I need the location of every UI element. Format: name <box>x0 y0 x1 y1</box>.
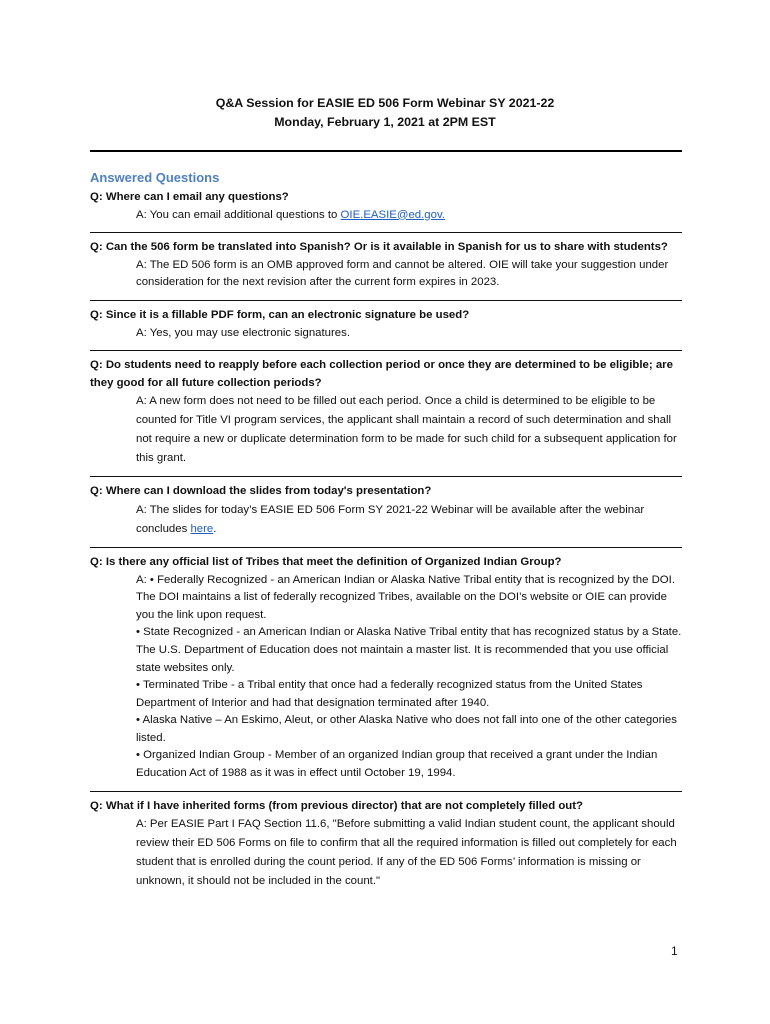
answer-bullet: • State Recognized - an American Indian or Alaska Native Tribal entity that has recognized status by a State. The U.S. Department of Education does not maintain a master list. It is recommended that you use official state websites only. <box>136 626 682 674</box>
answer <box>90 501 682 539</box>
qa-item <box>90 483 682 539</box>
question: Q: What if I have inherited forms (from previous director) that are not completely filled out? <box>90 799 584 812</box>
question-separator <box>90 547 682 548</box>
answer-text-end: . <box>213 522 217 535</box>
email-link[interactable]: OIE.EASIE@ed.gov. <box>340 208 445 221</box>
answer-text: A: The slides for today’s EASIE ED 506 Form SY 2021-22 Webinar will be available after the webinar concludes <box>136 503 645 535</box>
answer: A: Per EASIE Part I FAQ Section 11.6, "Before submitting a valid Indian student count, the applicant should review their ED 506 Forms on file to confirm that all the required information is filled out completely for each student that is enrolled during the count period. If any of the ED 506 Forms’ information is missing or unknown, it should not be included in the count." <box>136 818 677 888</box>
answer: A: Yes, you may use electronic signatures. <box>136 326 351 339</box>
answer <box>90 207 682 225</box>
question-separator <box>90 350 682 351</box>
title-line-2: Monday, February 1, 2021 at 2PM EST <box>274 115 496 129</box>
question-separator <box>90 232 682 233</box>
qa-item <box>90 239 682 292</box>
slides-link[interactable]: here <box>190 522 214 535</box>
qa-item <box>90 357 682 468</box>
question-separator <box>90 476 682 477</box>
answer: A: The ED 506 form is an OMB approved form and cannot be altered. OIE will take your suggestion under consideration for the next revision after the current form expires in 2023. <box>136 258 669 289</box>
answer-bullet: • Alaska Native – An Eskimo, Aleut, or other Alaska Native who does not fall into one of the other categories listed. <box>136 714 677 744</box>
answer: A: A new form does not need to be filled out each period. Once a child is determined to be eligible to be counted for Title VI program services, the applicant shall maintain a record of such determination and shall not require a new or duplicate determination form to be made for such child for a subsequent application for this grant. <box>136 395 677 465</box>
qa-item <box>90 798 682 892</box>
question: Q: Can the 506 form be translated into Spanish? Or is it available in Spanish for us to share with students? <box>90 241 668 254</box>
answer-bullet: • Organized Indian Group - Member of an organized Indian group that received a grant under the Indian Education Act of 1988 as it was in effect until October 19, 1994. <box>136 749 658 780</box>
question-separator <box>90 791 682 792</box>
qa-item <box>90 189 682 224</box>
question: Q: Where can I email any questions? <box>90 191 289 203</box>
qa-content <box>90 168 682 891</box>
title-line-1: Q&A Session for EASIE ED 506 Form Webinar SY 2021-22 <box>215 96 555 110</box>
question: Q: Is there any official list of Tribes that meet the definition of Organized Indian Group? <box>90 555 562 568</box>
title-divider <box>90 150 682 152</box>
answer <box>90 572 682 783</box>
answer-bullet: A: • Federally Recognized - an American Indian or Alaska Native Tribal entity that is recognized by the DOI. The DOI maintains a list of federally recognized Tribes, available on the DOI’s website or OIE can provide you the link upon request. <box>136 573 675 621</box>
question: Q: Where can I download the slides from today's presentation? <box>90 485 432 498</box>
question-separator <box>90 300 682 301</box>
answer-bullet: • Terminated Tribe - a Tribal entity that once had a federally recognized status from the United States Department of Interior and had that designation terminated after 1940. <box>136 679 643 709</box>
page-number: 1 <box>671 944 678 958</box>
answer-text: A: You can email additional questions to <box>136 208 341 221</box>
question: Q: Since it is a fillable PDF form, can an electronic signature be used? <box>90 308 470 321</box>
qa-item <box>90 554 682 783</box>
question: Q: Do students need to reapply before each collection period or once they are determined to be eligible; are they good for all future collection periods? <box>90 359 673 389</box>
document-title <box>0 94 770 132</box>
qa-item <box>90 307 682 342</box>
section-heading: Answered Questions <box>90 170 220 185</box>
